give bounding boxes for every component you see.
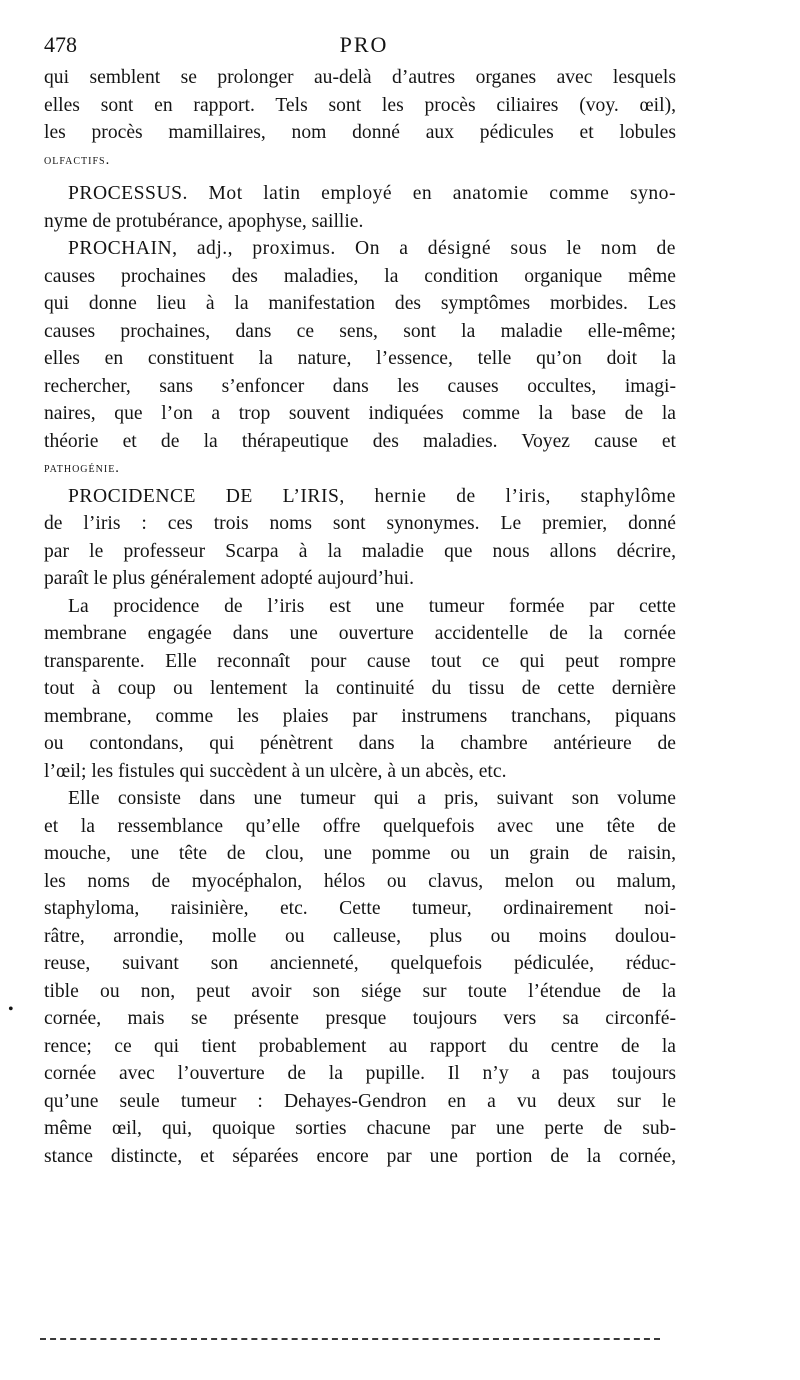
margin-mark: • <box>8 1001 14 1018</box>
text-line: les noms de myocéphalon, hélos ou clavus, melon ou malum, <box>44 870 676 892</box>
page-number: 478 <box>44 32 77 57</box>
text-line: de l’iris : ces trois noms sont synonymes. Le premier, donné <box>44 513 676 534</box>
paragraph-start: La procidence de l’iris est une tumeur formée par cette <box>68 595 676 617</box>
body-text <box>44 64 676 1170</box>
text-line: stance distincte, et séparées encore par une portion de la cornée, <box>44 1145 676 1167</box>
text-line: membrane engagée dans une ouverture accidentelle de la cornée <box>44 623 676 644</box>
text-line: causes prochaines des maladies, la condition organique même <box>44 265 676 287</box>
text-line: ou contondans, qui pénètrent dans la chambre antérieure de <box>44 733 676 754</box>
entry-processus: PROCESSUS. Mot latin employé en anatomie comme syno- <box>68 183 676 204</box>
text-line: qu’une seule tumeur : Dehayes-Gendron en a vu deux sur le <box>44 1090 676 1112</box>
text-line: et la ressemblance qu’elle offre quelquefois avec une tête de <box>44 815 676 837</box>
text-line: même œil, qui, quoique sorties chacune par une perte de sub- <box>44 1118 676 1139</box>
text-line: par le professeur Scarpa à la maladie que nous allons décrire, <box>44 540 676 562</box>
text-line: nyme de protubérance, apophyse, saillie. <box>44 210 364 232</box>
text-line: rence; ce qui tient probablement au rapport du centre de la <box>44 1035 676 1057</box>
entry-prochain: PROCHAIN, adj., proximus. On a désigné sous le nom de <box>68 238 676 259</box>
text-line: mouche, une tête de clou, une pomme ou un grain de raisin, <box>44 843 676 864</box>
page-bottom-rule <box>40 1338 660 1340</box>
text-line: l’œil; les fistules qui succèdent à un ulcère, à un abcès, etc. <box>44 760 507 782</box>
page-header <box>44 32 684 62</box>
text-line: cornée avec l’ouverture de la pupille. Il n’y a pas toujours <box>44 1063 676 1084</box>
text-line: tible ou non, peut avoir son siége sur toute l’étendue de la <box>44 980 676 1002</box>
text-line: naires, que l’on a trop souvent indiquées comme la base de la <box>44 403 676 424</box>
text-line: rechercher, sans s’enfoncer dans les causes occultes, imagi- <box>44 375 676 397</box>
entry-procidence: PROCIDENCE DE L’IRIS, hernie de l’iris, staphylôme <box>68 485 676 507</box>
text-line: staphyloma, raisinière, etc. Cette tumeur, ordinairement noi- <box>44 898 676 919</box>
paragraph-start: Elle consiste dans une tumeur qui a pris, suivant son volume <box>68 788 676 809</box>
text-line: théorie et de la thérapeutique des maladies. Voyez cause et <box>44 430 676 452</box>
text-line: elles en constituent la nature, l’essence, telle qu’on doit la <box>44 348 676 369</box>
text-line: transparente. Elle reconnaît pour cause tout ce qui peut rompre <box>44 650 676 672</box>
text-line: pathogénie. <box>44 460 120 476</box>
text-line: causes prochaines, dans ce sens, sont la maladie elle-même; <box>44 320 676 342</box>
text-line: membrane, comme les plaies par instrumens tranchans, piquans <box>44 705 676 727</box>
running-head: PRO <box>339 32 389 57</box>
text-line: qui donne lieu à la manifestation des symptômes morbides. Les <box>44 293 676 314</box>
text-line: paraît le plus généralement adopté aujourd’hui. <box>44 568 414 589</box>
text-line: olfactifs. <box>44 151 111 168</box>
text-line: tout à coup ou lentement la continuité du tissu de cette dernière <box>44 678 676 699</box>
text-line: les procès mamillaires, nom donné aux pédicules et lobules <box>44 122 676 143</box>
text-line: qui semblent se prolonger au-delà d’autres organes avec lesquels <box>44 67 676 88</box>
text-line: râtre, arrondie, molle ou calleuse, plus ou moins doulou- <box>44 925 676 947</box>
text-line: reuse, suivant son ancienneté, quelquefois pédiculée, réduc- <box>44 953 676 974</box>
text-line: cornée, mais se présente presque toujours vers sa circonfé- <box>44 1008 676 1029</box>
text-line: elles sont en rapport. Tels sont les procès ciliaires (voy. œil), <box>44 94 676 116</box>
